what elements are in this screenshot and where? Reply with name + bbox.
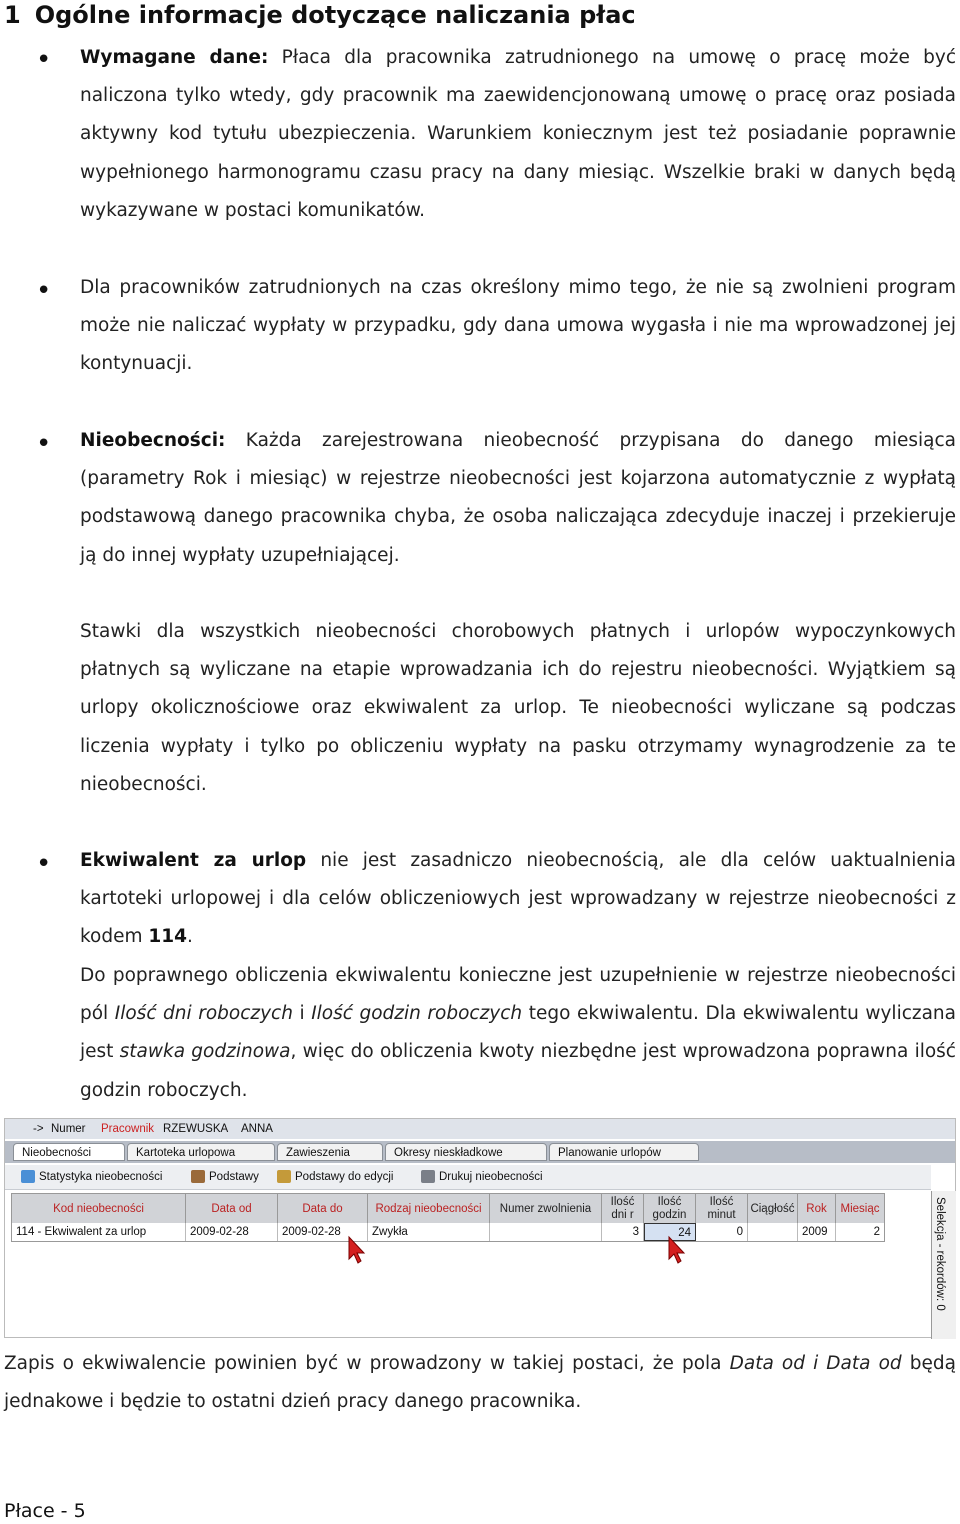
selection-sidebar[interactable]: [931, 1191, 956, 1339]
paragraph-text: Dla pracowników zatrudnionych na czas określony mimo tego, że nie są zwolnieni program może nie naliczać wypłaty w przypadku, gdy dana umowa wygasła i nie ma wprowadzonej jej kontynuacji.: [80, 277, 956, 375]
bullet: •: [36, 45, 52, 75]
cell-kod[interactable]: 114 - Ekwiwalent za urlop: [12, 1223, 186, 1241]
section-number: 1: [4, 1, 21, 29]
bullet: •: [36, 429, 52, 459]
paragraph-required-data: [80, 39, 956, 230]
cell-miesiac[interactable]: 2: [873, 1226, 880, 1238]
edit-icon: [277, 1170, 291, 1183]
column-header[interactable]: Rodzaj nieobecności: [368, 1194, 490, 1224]
paragraph-fixed-term: [80, 269, 956, 384]
paragraph-text: Płaca dla pracownika zatrudnionego na umowę o pracę może być naliczona tylko wtedy, gdy pracownik ma zaewidencjonowaną umowę o pracę oraz posiada aktywny kod tytułu ubezpieczenia. Warunkiem koniecznym jest też posiadanie poprawnie wypełnionego harmonogramu czasu pracy na dany miesiąc. Wszelkie braki w danych będą wykazywane w postaci komunikatów.: [80, 47, 956, 221]
tab-nieobecnosci[interactable]: Nieobecności: [13, 1143, 125, 1161]
column-header[interactable]: Ciągłość: [748, 1194, 798, 1224]
section-heading: [4, 0, 636, 30]
folder-icon: [191, 1170, 205, 1183]
page-footer: Płace - 5: [4, 1500, 86, 1522]
paragraph-lead: Wymagane dane:: [80, 47, 269, 68]
breadcrumb: -> Numer Pracownik RZEWUSKA ANNA: [5, 1119, 955, 1139]
column-header[interactable]: Kod nieobecności: [12, 1194, 186, 1224]
base-edit-button[interactable]: Podstawy do edycji: [275, 1168, 393, 1186]
tab-zawieszenia[interactable]: Zawieszenia: [277, 1143, 383, 1161]
column-header[interactable]: Data do: [278, 1194, 368, 1224]
cell-numer-zwolnienia[interactable]: [490, 1223, 602, 1241]
cell-ciaglosc[interactable]: [748, 1223, 798, 1241]
bullet: •: [36, 849, 52, 879]
employee-surname: RZEWUSKA: [163, 1123, 229, 1135]
cell-data-do[interactable]: 2009-02-28: [278, 1223, 368, 1241]
tab-planowanie-urlopow[interactable]: Planowanie urlopów: [549, 1143, 699, 1161]
column-header[interactable]: Data od: [186, 1194, 278, 1224]
base-button[interactable]: Podstawy: [189, 1168, 259, 1186]
tab-kartoteka-urlopowa[interactable]: Kartoteka urlopowa: [127, 1143, 275, 1161]
paragraph-lead: Ekwiwalent za urlop: [80, 850, 307, 871]
column-header[interactable]: Ilość dni r: [602, 1194, 644, 1224]
breadcrumb-pracownik[interactable]: Pracownik: [101, 1123, 155, 1135]
caption: Zapis o ekwiwalencie powinien być w prowadzony w takiej postaci, że pola Data od i Data od będą jednakowe i będzie to ostatni dzień pracy danego pracownika.: [4, 1353, 956, 1413]
column-header[interactable]: Rok: [798, 1194, 836, 1224]
paragraph-text: Każda zarejestrowana nieobecność przypisana do danego miesiąca (parametry Rok i miesiąc) w rejestrze nieobecności jest kojarzona automatycznie z wypłatą podstawową danego pracownika chyba, że osoba naliczająca zdecyduje inaczej i przekieruje ją do innej wypłaty uzupełniającej.: [80, 430, 956, 566]
tab-bar: [5, 1141, 955, 1163]
stats-button[interactable]: Statystyka nieobecności: [19, 1168, 162, 1186]
printer-icon: [421, 1170, 435, 1183]
paragraph-equivalent: Ekwiwalent za urlop nie jest zasadniczo nieobecnością, ale dla celów uaktualnienia kartoteki urlopowej i dla celów obliczeniowych jest wprowadzany w rejestrze nieobecności z kodem 114.: [80, 850, 956, 948]
cell-ilosc-minut[interactable]: 0: [696, 1223, 748, 1241]
app-screenshot: [4, 1118, 956, 1338]
tab-okresy-nieskladkowe[interactable]: Okresy nieskładkowe: [385, 1143, 547, 1161]
column-header[interactable]: Ilość godzin: [644, 1194, 696, 1224]
table-row[interactable]: [11, 1223, 885, 1242]
chart-icon: [21, 1170, 35, 1183]
cell-ilosc-godzin[interactable]: 24: [644, 1223, 696, 1241]
paragraph-absences: [80, 422, 956, 575]
column-header[interactable]: Ilość minut: [696, 1194, 748, 1224]
paragraph-text: Stawki dla wszystkich nieobecności chorobowych płatnych i urlopów wypoczynkowych płatnych są wyliczane na etapie wprowadzania ich do rejestru nieobecności. Wyjątkiem są urlopy okolicznościowe oraz ekwiwalent za urlop. Te nieobecności wyliczane są podczas liczenia wypłaty i tylko po obliczeniu wypłaty na pasku otrzymamy wynagrodzenie za te nieobecności.: [80, 621, 956, 795]
employee-firstname: ANNA: [241, 1123, 273, 1135]
breadcrumb-numer[interactable]: Numer: [51, 1123, 86, 1135]
cell-rok[interactable]: 2009: [798, 1223, 836, 1241]
selection-count-label: Selekcja - rekordów: 0: [934, 1197, 946, 1311]
bullet: •: [36, 276, 52, 306]
cursor-arrow-icon: [345, 1235, 369, 1265]
cell-rodzaj[interactable]: Zwykła: [368, 1223, 490, 1241]
print-button[interactable]: Drukuj nieobecności: [419, 1168, 543, 1186]
section-title: Ogólne informacje dotyczące naliczania płac: [34, 1, 636, 29]
toolbar: [5, 1165, 931, 1190]
paragraph-equivalent-details: Do poprawnego obliczenia ekwiwalentu konieczne jest uzupełnienie w rejestrze nieobecności pól Ilość dni roboczych i Ilość godzin roboczych tego ekwiwalentu. Dla ekwiwalentu wyliczana jest stawka godzinowa, więc do obliczenia kwoty niezbędne jest wprowadzona poprawna ilość godzin roboczych.: [80, 965, 956, 1101]
paragraph-rates: [80, 613, 956, 804]
table-header: [11, 1193, 885, 1225]
absence-code: 114: [148, 926, 188, 948]
cell-ilosc-dni[interactable]: 3: [602, 1223, 644, 1241]
paragraph-lead: Nieobecności:: [80, 430, 226, 451]
cursor-arrow-icon: [665, 1235, 689, 1265]
column-header[interactable]: Miesiąc: [840, 1202, 880, 1215]
column-header[interactable]: Numer zwolnienia: [490, 1194, 602, 1224]
cell-data-od[interactable]: 2009-02-28: [186, 1223, 278, 1241]
